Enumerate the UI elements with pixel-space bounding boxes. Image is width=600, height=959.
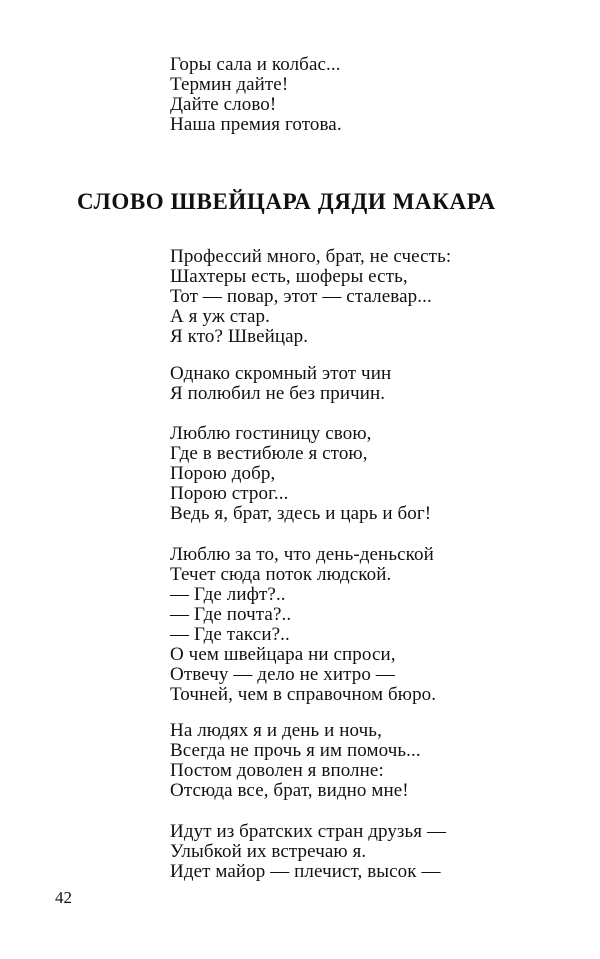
poem-line: — Где почта?..: [170, 604, 292, 625]
poem-line: Термин дайте!: [170, 74, 289, 95]
poem-line: Порою строг...: [170, 483, 289, 504]
poem-line: Где в вестибюле я стою,: [170, 443, 368, 464]
poem-title: СЛОВО ШВЕЙЦАРА ДЯДИ МАКАРА: [77, 189, 496, 214]
poem-line: Дайте слово!: [170, 94, 277, 115]
poem-line: Люблю гостиницу свою,: [170, 423, 372, 444]
poem-line: Наша премия готова.: [170, 114, 342, 135]
poem-line: Люблю за то, что день-деньской: [170, 544, 434, 565]
poem-line: Горы сала и колбас...: [170, 54, 341, 75]
poem-line: Профессий много, брат, не счесть:: [170, 246, 452, 267]
poem-line: А я уж стар.: [170, 306, 270, 327]
poem-line: На людях я и день и ночь,: [170, 720, 382, 741]
poem-line: Улыбкой их встречаю я.: [170, 841, 367, 862]
poem-line: — Где такси?..: [170, 624, 290, 645]
poem-line: Постом доволен я вполне:: [170, 760, 384, 781]
poem-line: — Где лифт?..: [170, 584, 286, 605]
poem-line: Порою добр,: [170, 463, 276, 484]
poem-line: Отвечу — дело не хитро —: [170, 664, 395, 685]
poem-line: Я полюбил не без причин.: [170, 383, 386, 404]
poem-line: Тот — повар, этот — сталевар...: [170, 286, 432, 307]
poem-line: Я кто? Швейцар.: [170, 326, 309, 347]
poem-line: Однако скромный этот чин: [170, 363, 392, 384]
page-number: 42: [55, 888, 72, 907]
poem-line: Течет сюда поток людской.: [170, 564, 392, 585]
poem-line: Точней, чем в справочном бюро.: [170, 684, 437, 705]
poem-line: Идут из братских стран друзья —: [170, 821, 447, 842]
poem-line: Всегда не прочь я им помочь...: [170, 740, 421, 761]
poem-line: Идет майор — плечист, высок —: [170, 861, 441, 882]
poem-line: Отсюда все, брат, видно мне!: [170, 780, 409, 801]
poem-line: О чем швейцара ни спроси,: [170, 644, 396, 665]
poem-line: Ведь я, брат, здесь и царь и бог!: [170, 503, 432, 524]
poem-line: Шахтеры есть, шоферы есть,: [170, 266, 408, 287]
